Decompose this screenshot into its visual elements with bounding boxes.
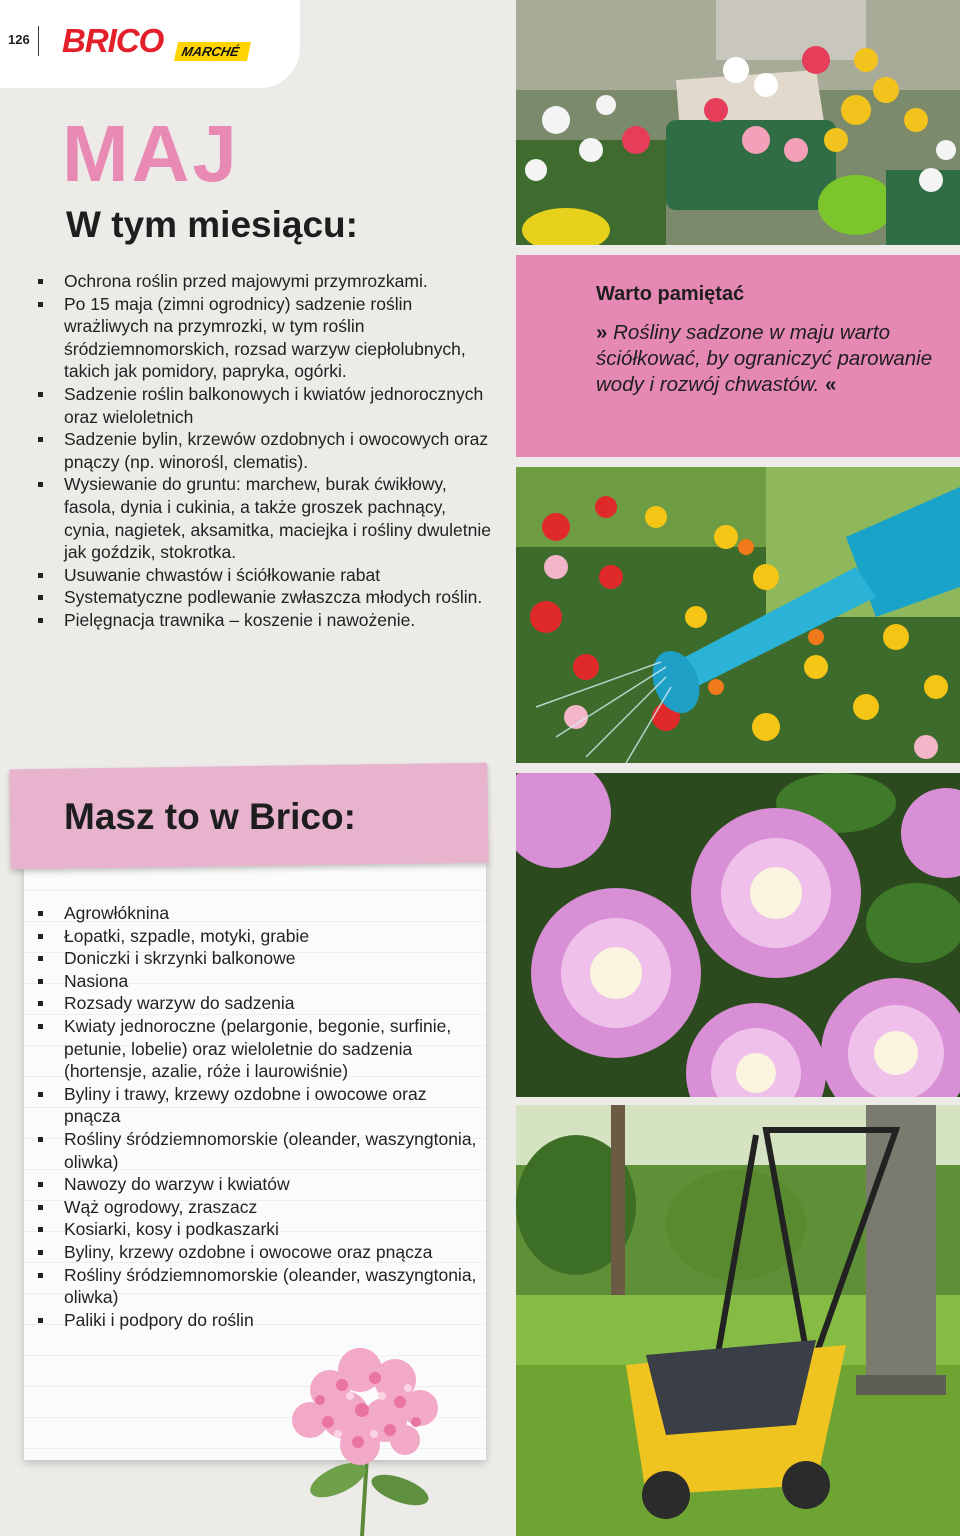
dahlia-flowers-photo [516,773,960,1097]
product-list [38,902,478,1331]
brico-marche-logo [62,22,262,64]
brico-section-title: Masz to w Brico: [64,796,356,837]
lawn-mower-photo [516,1105,960,1536]
list-item: Kosiarki, kosy i podkaszarki [38,1218,478,1241]
list-item: Łopatki, szpadle, motyki, grabie [38,925,478,948]
bullet-icon [38,911,43,916]
list-item: Sadzenie roślin balkonowych i kwiatów jednorocznych oraz wieloletnich [38,383,493,428]
open-quote-icon: » [596,321,608,344]
list-item: Paliki i podpory do roślin [38,1309,478,1332]
hydrangea-illustration [250,1330,490,1536]
bullet-icon [38,1227,43,1232]
bullet-icon [38,279,43,284]
bullet-icon [38,1273,43,1278]
list-item: Rośliny śródziemnomorskie (oleander, waszyngtonia, oliwka) [38,1128,478,1173]
bullet-icon [38,1001,43,1006]
list-item: Nasiona [38,970,478,993]
bullet-icon [38,1250,43,1255]
list-item: Wysiewanie do gruntu: marchew, burak ćwikłowy, fasola, dynia i cukinia, a także groszek pachnący, cynia, nagietek, aksamitka, maciejka i rośliny dwuletnie jak goździk, stokrotka. [38,473,493,563]
bullet-icon [38,1024,43,1029]
bullet-icon [38,437,43,442]
list-item: Rozsady warzyw do sadzenia [38,992,478,1015]
bullet-icon [38,1092,43,1097]
bullet-icon [38,1318,43,1323]
bullet-icon [38,1182,43,1187]
list-item: Rośliny śródziemnomorskie (oleander, waszyngtonia, oliwka) [38,1264,478,1309]
list-item: Nawozy do warzyw i kwiatów [38,1173,478,1196]
bullet-icon [38,573,43,578]
bullet-icon [38,956,43,961]
list-item: Pielęgnacja trawnika – koszenie i nawożenie. [38,609,493,632]
watering-flowers-photo [516,467,960,763]
header-divider [38,26,39,56]
list-item: Byliny i trawy, krzewy ozdobne i owocowe oraz pnącza [38,1083,478,1128]
list-item: Wąż ogrodowy, zraszacz [38,1196,478,1219]
tip-text-block [596,320,946,398]
bullet-icon [38,934,43,939]
bullet-icon [38,482,43,487]
list-item: Usuwanie chwastów i ściółkowanie rabat [38,564,493,587]
bullet-icon [38,595,43,600]
section-title: W tym miesiącu: [66,204,358,245]
bullet-icon [38,1137,43,1142]
task-list [38,270,493,632]
tip-box [516,255,960,457]
list-item: Po 15 maja (zimni ogrodnicy) sadzenie roślin wrażliwych na przymrozki, w tym roślin śródziemnomorskich, rozsad warzyw ciepłolubnych, takich jak pomidory, papryka, ogórki. [38,293,493,383]
list-item: Sadzenie bylin, krzewów ozdobnych i owocowych oraz pnączy (np. winorośl, clematis). [38,428,493,473]
bullet-icon [38,618,43,623]
list-item: Ochrona roślin przed majowymi przymrozkami. [38,270,493,293]
bullet-icon [38,302,43,307]
logo-marche-text: MARCHÉ [174,42,251,61]
bullet-icon [38,979,43,984]
month-title: MAJ [62,109,240,198]
tip-text: Rośliny sadzone w maju warto ściółkować, by ograniczyć parowanie wody i rozwój chwastów. [596,321,933,396]
bullet-icon [38,392,43,397]
list-item: Kwiaty jednoroczne (pelargonie, begonie, surfinie, petunie, lobelie) oraz wieloletnie do sadzenia (hortensje, azalie, róże i laurowiśnie) [38,1015,478,1083]
planting-flowers-photo [516,0,960,245]
list-item: Doniczki i skrzynki balkonowe [38,947,478,970]
logo-brico-text: BRICO [62,22,164,59]
list-item: Agrowłóknina [38,902,478,925]
bullet-icon [38,1205,43,1210]
list-item: Systematyczne podlewanie zwłaszcza młodych roślin. [38,586,493,609]
tip-title: Warto pamiętać [596,283,745,305]
page-number: 126 [8,32,30,47]
page-header [0,0,300,88]
list-item: Byliny, krzewy ozdobne i owocowe oraz pnącza [38,1241,478,1264]
close-quote-icon: « [825,373,837,396]
